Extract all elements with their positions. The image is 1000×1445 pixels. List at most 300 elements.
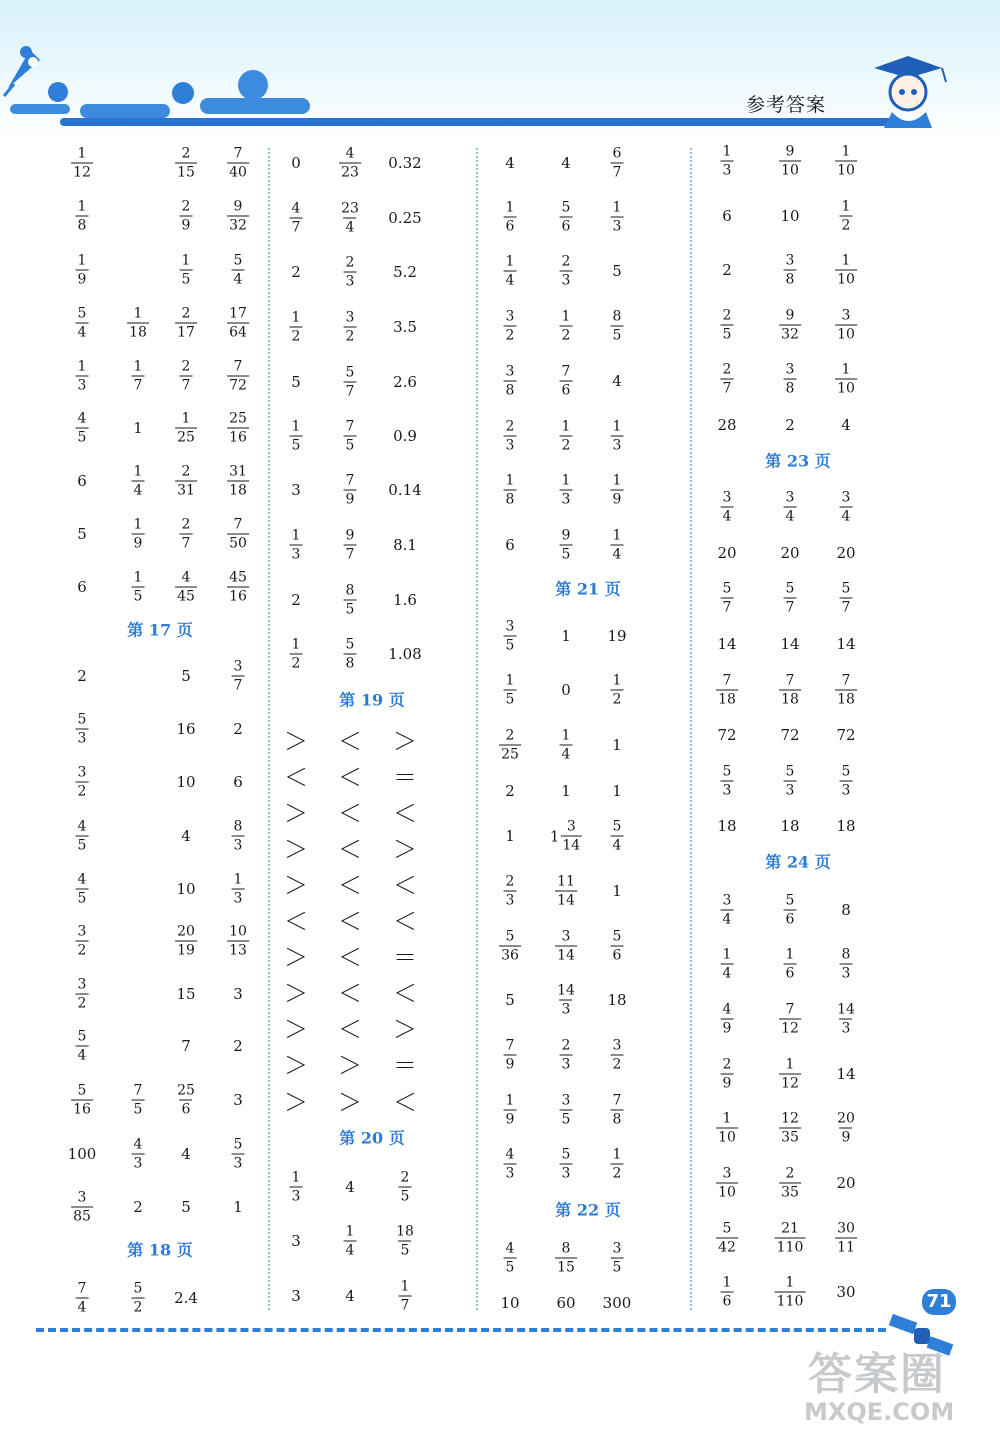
answer-cell bbox=[504, 420, 517, 453]
number: 72 bbox=[836, 726, 856, 744]
section-page-label: 第 19 页 bbox=[339, 690, 405, 710]
answer-cell bbox=[785, 416, 795, 434]
fraction: $\frac{1}{7}$ bbox=[133, 358, 143, 394]
number: 1 bbox=[561, 782, 571, 800]
section-page-label: 第 22 页 bbox=[555, 1200, 621, 1220]
answer-cell bbox=[338, 758, 362, 793]
fraction: $\frac{2}{3}$ bbox=[505, 418, 515, 454]
page-number: 71 bbox=[922, 1289, 956, 1315]
fraction: $\frac{4}{3}$ bbox=[505, 1146, 515, 1182]
number: 0.25 bbox=[388, 209, 422, 227]
fraction: $\frac{5}{6}$ bbox=[612, 928, 622, 964]
number: 1 bbox=[561, 627, 571, 645]
answer-cell bbox=[611, 1148, 624, 1181]
answer-cell bbox=[338, 1083, 362, 1118]
answer-cell bbox=[611, 1039, 624, 1072]
answer-cell bbox=[717, 726, 736, 744]
fraction: $\frac{2}{31}$ bbox=[177, 463, 195, 499]
answer-cell bbox=[344, 529, 357, 562]
answer-cell bbox=[504, 875, 517, 908]
answer-cell bbox=[560, 474, 573, 507]
planet-decoration bbox=[172, 82, 194, 104]
answer-cell bbox=[560, 1148, 573, 1181]
answer-cell bbox=[132, 571, 145, 604]
fraction: $\frac{2}{3}$ bbox=[505, 873, 515, 909]
fraction: $\frac{1}{4}$ bbox=[561, 727, 571, 763]
number: 2 bbox=[291, 591, 301, 609]
comparison-symbol: ＜ bbox=[393, 1088, 417, 1117]
answer-cell bbox=[132, 1282, 145, 1315]
answer-cell bbox=[716, 1167, 738, 1200]
answer-cell bbox=[233, 720, 243, 738]
fraction: $\frac{2}{17}$ bbox=[177, 305, 195, 341]
fraction: $\frac{5}{42}$ bbox=[718, 1220, 736, 1256]
answer-cell bbox=[780, 817, 799, 835]
fraction: $\frac{4}{5}$ bbox=[77, 410, 87, 446]
answer-cell bbox=[836, 1065, 855, 1083]
answer-cell bbox=[338, 866, 362, 901]
answer-cell bbox=[388, 209, 421, 227]
fraction: $\frac{1}{2}$ bbox=[612, 672, 622, 708]
number: 100 bbox=[67, 1145, 97, 1163]
number: 2 bbox=[77, 667, 87, 685]
answer-cell bbox=[399, 1280, 412, 1313]
comparison-symbol: ＜ bbox=[338, 1015, 362, 1044]
answer-cell bbox=[612, 782, 622, 800]
number: 5.2 bbox=[393, 263, 417, 281]
answer-cell bbox=[284, 1046, 308, 1081]
number: 8.1 bbox=[393, 536, 417, 554]
fraction: $\frac{20}{19}$ bbox=[177, 923, 195, 959]
comparison-symbol: ＝ bbox=[393, 1051, 417, 1080]
answer-cell bbox=[841, 416, 851, 434]
answer-cell bbox=[284, 722, 308, 757]
fraction: $\frac{4}{3}$ bbox=[133, 1136, 143, 1172]
answer-cell bbox=[133, 1198, 143, 1216]
fraction: $\frac{1}{8}$ bbox=[77, 198, 87, 234]
answer-cell bbox=[344, 420, 357, 453]
fraction: $\frac{9}{10}$ bbox=[781, 143, 799, 179]
number: 4 bbox=[181, 827, 191, 845]
fraction: $\frac{5}{6}$ bbox=[561, 199, 571, 235]
answer-cell bbox=[227, 518, 249, 551]
answer-cell bbox=[388, 154, 421, 172]
fraction: $\frac{3}{10}$ bbox=[718, 1165, 736, 1201]
fraction: $\frac{5}{16}$ bbox=[73, 1082, 91, 1118]
number: 5 bbox=[612, 262, 622, 280]
answer-cell bbox=[611, 147, 624, 180]
number: 4 bbox=[505, 154, 515, 172]
answer-cell bbox=[338, 902, 362, 937]
fraction: $\frac{1}{2}$ bbox=[841, 198, 851, 234]
answer-cell bbox=[393, 902, 417, 937]
answer-cell bbox=[232, 254, 245, 287]
answer-cell bbox=[68, 1145, 97, 1163]
answer-cell bbox=[393, 974, 417, 1009]
answer-cell bbox=[780, 726, 799, 744]
answer-cell bbox=[132, 518, 145, 551]
fraction: $\frac{1}{9}$ bbox=[133, 516, 143, 552]
fraction: $\frac{3}{4}$ bbox=[722, 489, 732, 525]
answer-cell bbox=[836, 1283, 855, 1301]
fraction: $\frac{14}{3}$ bbox=[557, 982, 575, 1018]
comparison-symbol: ＜ bbox=[338, 907, 362, 936]
fraction: $\frac{7}{12}$ bbox=[781, 1001, 799, 1037]
number: 2.6 bbox=[393, 373, 417, 391]
fraction: $\frac{3}{14}$ bbox=[557, 928, 575, 964]
answer-cell bbox=[555, 930, 577, 963]
answer-cell bbox=[284, 866, 308, 901]
fraction: $\frac{8}{5}$ bbox=[612, 308, 622, 344]
answer-cell bbox=[284, 1083, 308, 1118]
answer-cell bbox=[290, 638, 303, 671]
answer-cell bbox=[344, 1225, 357, 1258]
number: 1 bbox=[612, 736, 622, 754]
number: 72 bbox=[717, 726, 737, 744]
answer-cell bbox=[504, 1094, 517, 1127]
fraction: $\frac{45}{16}$ bbox=[229, 569, 247, 605]
answer-cell bbox=[505, 154, 515, 172]
answer-cell bbox=[338, 830, 362, 865]
answer-cell bbox=[505, 991, 515, 1009]
fraction: $\frac{1}{9}$ bbox=[77, 252, 87, 288]
answer-cell bbox=[180, 200, 193, 233]
comparison-symbol: ＞ bbox=[284, 799, 308, 828]
answer-cell bbox=[393, 830, 417, 865]
answer-cell bbox=[779, 1003, 801, 1036]
answer-cell bbox=[76, 412, 89, 445]
number: 6 bbox=[722, 207, 732, 225]
fraction: $\frac{1}{10}$ bbox=[837, 252, 855, 288]
fraction: $\frac{5}{3}$ bbox=[233, 1136, 243, 1172]
answer-cell bbox=[76, 978, 89, 1011]
answer-cell bbox=[76, 820, 89, 853]
number: 5 bbox=[291, 373, 301, 391]
fraction: $\frac{1}{3}$ bbox=[291, 1169, 301, 1205]
mixed-number: 1 $\frac{3}{14}$ bbox=[549, 818, 581, 854]
answer-cell bbox=[284, 1010, 308, 1045]
answer-cell bbox=[612, 262, 622, 280]
answer-cell bbox=[345, 1287, 355, 1305]
fraction: $\frac{5}{7}$ bbox=[785, 580, 795, 616]
answer-cell bbox=[133, 419, 143, 437]
answer-cell bbox=[227, 925, 249, 958]
answer-cell bbox=[560, 729, 573, 762]
number: 2 bbox=[233, 720, 243, 738]
fraction: $\frac{3}{10}$ bbox=[837, 307, 855, 343]
fraction: $\frac{4}{9}$ bbox=[722, 1001, 732, 1037]
answer-cell bbox=[394, 1225, 416, 1258]
answer-cell bbox=[504, 1242, 517, 1275]
number: 14 bbox=[836, 1065, 856, 1083]
answer-cell bbox=[560, 310, 573, 343]
answer-cell bbox=[560, 255, 573, 288]
fraction: $\frac{7}{72}$ bbox=[229, 358, 247, 394]
watermark bbox=[800, 1332, 1000, 1442]
fraction: $\frac{9}{7}$ bbox=[345, 527, 355, 563]
fraction: $\frac{1}{4}$ bbox=[722, 946, 732, 982]
answer-cell bbox=[393, 722, 417, 757]
answer-cell bbox=[721, 491, 734, 524]
number: 1 bbox=[612, 882, 622, 900]
fraction: $\frac{8}{15}$ bbox=[557, 1240, 575, 1276]
fraction: $\frac{1}{6}$ bbox=[722, 1274, 732, 1310]
fraction: $\frac{3}{4}$ bbox=[841, 489, 851, 525]
comparison-symbol: ＝ bbox=[393, 763, 417, 792]
number: 5 bbox=[505, 991, 515, 1009]
answer-cell bbox=[504, 474, 517, 507]
number: 14 bbox=[780, 635, 800, 653]
fraction: $\frac{1}{2}$ bbox=[612, 1146, 622, 1182]
fraction: $\frac{2}{35}$ bbox=[781, 1165, 799, 1201]
number: 1 bbox=[505, 827, 515, 845]
answer-cell bbox=[612, 372, 622, 390]
number: 4 bbox=[345, 1287, 355, 1305]
answer-cell bbox=[71, 1084, 93, 1117]
fraction: $\frac{1}{12}$ bbox=[781, 1056, 799, 1092]
answer-cell bbox=[76, 1282, 89, 1315]
fraction: $\frac{1}{4}$ bbox=[345, 1223, 355, 1259]
answer-cell bbox=[835, 1222, 857, 1255]
answer-cell bbox=[603, 1294, 632, 1312]
answer-cell bbox=[505, 782, 515, 800]
answer-cell bbox=[76, 713, 89, 746]
number: 2 bbox=[722, 261, 732, 279]
comparison-symbol: ＜ bbox=[393, 799, 417, 828]
answer-cell bbox=[721, 363, 734, 396]
number: 4 bbox=[841, 416, 851, 434]
answer-cell bbox=[505, 536, 515, 554]
fraction: $\frac{8}{3}$ bbox=[233, 818, 243, 854]
answer-cell bbox=[132, 1138, 145, 1171]
answer-cell bbox=[611, 820, 624, 853]
answer-cell bbox=[344, 366, 357, 399]
number: 15 bbox=[176, 985, 196, 1003]
answer-cell bbox=[612, 882, 622, 900]
number: 10 bbox=[500, 1294, 520, 1312]
fraction: $\frac{11}{14}$ bbox=[557, 873, 575, 909]
comparison-symbol: ＝ bbox=[393, 943, 417, 972]
answer-cell bbox=[611, 1094, 624, 1127]
answer-cell bbox=[393, 427, 417, 445]
fraction: $\frac{1}{6}$ bbox=[505, 199, 515, 235]
fraction: $\frac{1}{2}$ bbox=[561, 418, 571, 454]
answer-cell bbox=[611, 420, 624, 453]
fraction: $\frac{1}{5}$ bbox=[133, 569, 143, 605]
answer-cell bbox=[76, 766, 89, 799]
answer-cell bbox=[717, 416, 736, 434]
watermark-url: MXQE.COM bbox=[804, 1398, 955, 1426]
answer-cell bbox=[835, 145, 857, 178]
comparison-symbol: ＜ bbox=[338, 979, 362, 1008]
fraction: $\frac{4}{23}$ bbox=[341, 145, 359, 181]
fraction: $\frac{1}{3}$ bbox=[612, 199, 622, 235]
answer-cell bbox=[291, 481, 301, 499]
answer-cell bbox=[344, 584, 357, 617]
fraction: $\frac{31}{18}$ bbox=[229, 463, 247, 499]
number: 1.08 bbox=[388, 645, 422, 663]
answer-cell bbox=[561, 681, 571, 699]
cloud-decoration bbox=[80, 104, 170, 118]
answer-cell bbox=[716, 674, 738, 707]
answer-cell bbox=[836, 726, 855, 744]
fraction: $\frac{7}{50}$ bbox=[229, 516, 247, 552]
answer-cell bbox=[611, 529, 624, 562]
answer-cell bbox=[504, 255, 517, 288]
answer-cell bbox=[499, 729, 521, 762]
answer-cell bbox=[344, 256, 357, 289]
answer-cell bbox=[284, 938, 308, 973]
number: 4 bbox=[345, 1178, 355, 1196]
fraction: $\frac{7}{9}$ bbox=[345, 472, 355, 508]
fraction: $\frac{5}{4}$ bbox=[77, 1028, 87, 1064]
answer-cell bbox=[504, 1148, 517, 1181]
answer-cell bbox=[388, 645, 421, 663]
answer-cell bbox=[71, 147, 93, 180]
answer-cell bbox=[561, 782, 571, 800]
cloud-decoration bbox=[200, 98, 310, 114]
fraction: $\frac{5}{3}$ bbox=[722, 763, 732, 799]
answer-cell bbox=[284, 830, 308, 865]
number: 20 bbox=[836, 1174, 856, 1192]
fraction: $\frac{5}{4}$ bbox=[612, 818, 622, 854]
answer-cell bbox=[721, 894, 734, 927]
fraction: $\frac{3}{7}$ bbox=[233, 658, 243, 694]
answer-cell bbox=[290, 1171, 303, 1204]
comparison-symbol: ＞ bbox=[284, 979, 308, 1008]
answer-cell bbox=[175, 925, 197, 958]
fraction: $\frac{9}{5}$ bbox=[561, 527, 571, 563]
answer-cell bbox=[76, 1030, 89, 1063]
fraction: $\frac{2}{3}$ bbox=[345, 254, 355, 290]
answer-cell bbox=[840, 491, 853, 524]
answer-cell bbox=[180, 360, 193, 393]
answer-cell bbox=[721, 1003, 734, 1036]
number: 6 bbox=[505, 536, 515, 554]
fraction: $\frac{4}{7}$ bbox=[291, 200, 301, 236]
number: 3.5 bbox=[393, 318, 417, 336]
fraction: $\frac{5}{7}$ bbox=[722, 580, 732, 616]
answer-cell bbox=[233, 773, 243, 791]
number: 2 bbox=[291, 263, 301, 281]
answer-cell bbox=[233, 1198, 243, 1216]
fraction: $\frac{2}{7}$ bbox=[722, 361, 732, 397]
fraction: $\frac{7}{5}$ bbox=[345, 418, 355, 454]
fraction: $\frac{5}{3}$ bbox=[561, 1146, 571, 1182]
answer-cell bbox=[290, 529, 303, 562]
fraction: $\frac{3}{5}$ bbox=[561, 1092, 571, 1128]
answer-cell bbox=[841, 901, 851, 919]
answer-cell bbox=[505, 827, 515, 845]
number: 18 bbox=[836, 817, 856, 835]
fraction: $\frac{3}{8}$ bbox=[505, 363, 515, 399]
answer-cell bbox=[339, 202, 361, 235]
answer-cell bbox=[393, 263, 417, 281]
fraction: $\frac{4}{45}$ bbox=[177, 569, 195, 605]
answer-cell bbox=[176, 880, 195, 898]
number: 2 bbox=[785, 416, 795, 434]
number: 3 bbox=[291, 1232, 301, 1250]
answer-cell bbox=[612, 736, 622, 754]
answer-cell bbox=[393, 758, 417, 793]
fraction: $\frac{3}{5}$ bbox=[612, 1240, 622, 1276]
answer-cell bbox=[290, 311, 303, 344]
fraction: $\frac{5}{3}$ bbox=[841, 763, 851, 799]
answer-cell bbox=[76, 307, 89, 340]
fraction: $\frac{3}{2}$ bbox=[77, 764, 87, 800]
number: 20 bbox=[836, 544, 856, 562]
number: 4 bbox=[612, 372, 622, 390]
answer-cell bbox=[840, 765, 853, 798]
answer-cell bbox=[176, 720, 195, 738]
fraction: $\frac{3}{2}$ bbox=[77, 923, 87, 959]
section-page-label: 第 21 页 bbox=[555, 579, 621, 599]
number: 14 bbox=[717, 635, 737, 653]
answer-cell bbox=[339, 147, 361, 180]
number: 0 bbox=[291, 154, 301, 172]
answer-cell bbox=[840, 582, 853, 615]
answer-cell bbox=[284, 758, 308, 793]
answer-cell bbox=[176, 773, 195, 791]
section-page-label: 第 24 页 bbox=[765, 852, 831, 872]
answer-cell bbox=[499, 930, 521, 963]
fraction: $\frac{5}{8}$ bbox=[345, 636, 355, 672]
answer-cell bbox=[77, 667, 87, 685]
fraction: $\frac{2}{7}$ bbox=[181, 358, 191, 394]
number: 300 bbox=[602, 1294, 632, 1312]
number: 19 bbox=[607, 627, 627, 645]
answer-cell bbox=[560, 1039, 573, 1072]
fraction: $\frac{1}{5}$ bbox=[291, 418, 301, 454]
answer-cell bbox=[784, 765, 797, 798]
fraction: $\frac{9}{32}$ bbox=[781, 307, 799, 343]
number: 0.9 bbox=[393, 427, 417, 445]
answer-cell bbox=[344, 638, 357, 671]
comparison-symbol: ＞ bbox=[338, 1088, 362, 1117]
answer-cell bbox=[721, 765, 734, 798]
answer-cell bbox=[393, 536, 417, 554]
fraction: $\frac{25}{6}$ bbox=[177, 1082, 195, 1118]
fraction: $\frac{1}{3}$ bbox=[561, 472, 571, 508]
answer-cell bbox=[284, 902, 308, 937]
answer-cell bbox=[393, 1083, 417, 1118]
comparison-symbol: ＜ bbox=[284, 763, 308, 792]
fraction: $\frac{1}{7}$ bbox=[400, 1278, 410, 1314]
fraction: $\frac{12}{35}$ bbox=[781, 1110, 799, 1146]
answer-cell bbox=[722, 261, 732, 279]
answer-cell bbox=[840, 200, 853, 233]
answer-cell bbox=[290, 420, 303, 453]
number: 60 bbox=[556, 1294, 576, 1312]
answer-cell bbox=[291, 1287, 301, 1305]
number: 20 bbox=[717, 544, 737, 562]
answer-cell bbox=[560, 1094, 573, 1127]
number: 0 bbox=[561, 681, 571, 699]
answer-cell bbox=[611, 310, 624, 343]
comparison-symbol: ＞ bbox=[284, 1088, 308, 1117]
answer-cell bbox=[836, 544, 855, 562]
answer-cell bbox=[180, 518, 193, 551]
answer-cell bbox=[835, 1003, 857, 1036]
answer-cell bbox=[232, 820, 245, 853]
answer-cell bbox=[780, 635, 799, 653]
answer-cell bbox=[560, 529, 573, 562]
fraction: $\frac{3}{4}$ bbox=[722, 892, 732, 928]
fraction: $\frac{2}{5}$ bbox=[722, 307, 732, 343]
fraction: $\frac{7}{18}$ bbox=[837, 672, 855, 708]
number: 3 bbox=[291, 481, 301, 499]
fraction: $\frac{3}{2}$ bbox=[612, 1037, 622, 1073]
